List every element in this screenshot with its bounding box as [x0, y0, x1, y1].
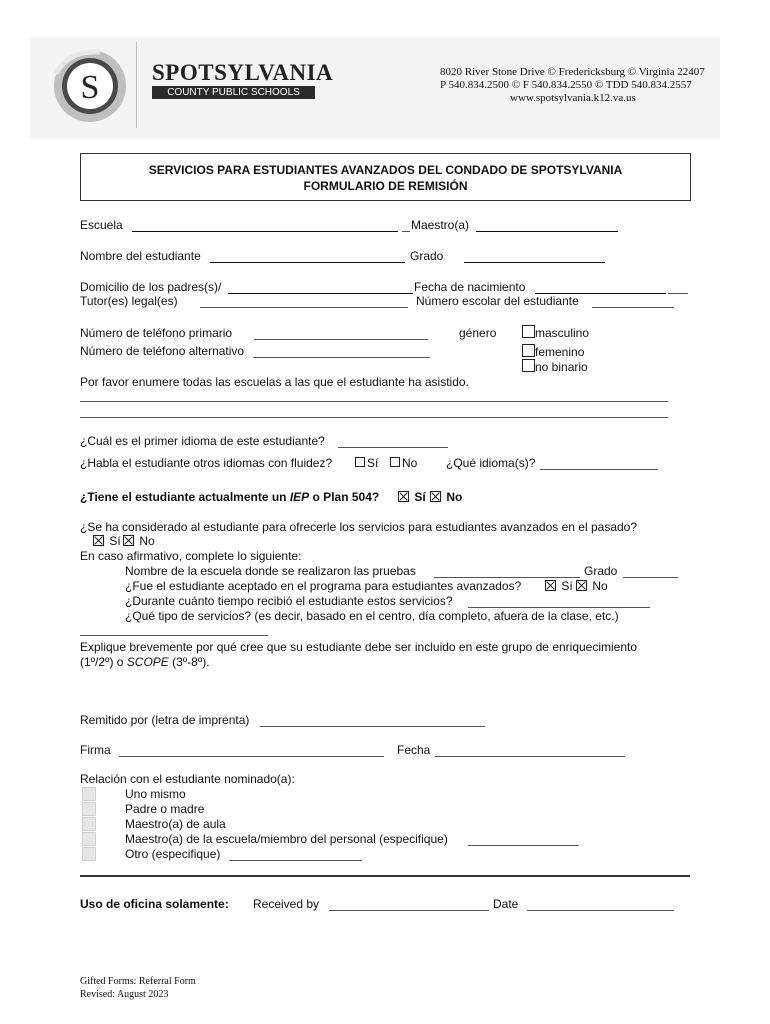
accepted-si[interactable] [543, 579, 573, 593]
otros-idiomas-si[interactable] [355, 456, 378, 470]
numero-escolar-field[interactable] [592, 295, 674, 308]
district-name: SPOTSYLVANIA [152, 60, 334, 85]
femenino-label: femenino [535, 345, 585, 359]
no-checkbox[interactable] [390, 457, 400, 467]
received-by-label: Received by [253, 897, 320, 911]
no-label: No [402, 456, 418, 470]
iep-question [80, 490, 379, 504]
maestro-label: Maestro(a) [411, 218, 470, 232]
fecha-label: Fecha [397, 743, 431, 757]
date-label: Date [493, 897, 519, 911]
domicilio-field[interactable] [228, 281, 413, 294]
nombre-label: Nombre del estudiante [80, 249, 201, 263]
primer-idioma-field[interactable] [338, 435, 448, 448]
gender-option-femenino[interactable] [522, 344, 584, 359]
office-label: Uso de oficina solamente: [80, 897, 229, 911]
iep-question-pre: ¿Tiene el estudiante actualmente un [80, 490, 290, 504]
nombre-field[interactable] [210, 250, 405, 263]
header-divider [136, 42, 137, 128]
escuelas-line-1[interactable] [80, 400, 668, 402]
grado-tests-label: Grado [584, 564, 618, 578]
accepted-si-checkbox[interactable] [545, 580, 556, 591]
genero-label: género [459, 326, 497, 340]
date-field[interactable] [527, 898, 674, 911]
school-tests-label: Nombre de la escuela donde se realizaron las pruebas [125, 564, 416, 578]
duration-field[interactable] [468, 595, 650, 608]
iep-question-post: o Plan 504? [309, 490, 380, 504]
footer-line-1: Gifted Forms: Referral Form [80, 976, 196, 987]
remitido-label: Remitido por (letra de imprenta) [80, 713, 250, 727]
iep-si[interactable] [396, 490, 426, 504]
no-binario-checkbox[interactable] [522, 359, 535, 372]
form-title: SERVICIOS PARA ESTUDIANTES AVANZADOS DEL CONDADO DE SPOTSYLVANIA [148, 163, 623, 177]
rel-option-3-label: Maestro(a) de aula [125, 817, 226, 831]
considered-si[interactable] [91, 534, 121, 548]
form-title-box [80, 153, 691, 201]
femenino-checkbox[interactable] [522, 344, 535, 357]
otros-idiomas-no[interactable] [390, 456, 417, 470]
rel-option-3-checkbox[interactable] [82, 817, 96, 831]
accepted-si-label: Sí [561, 579, 573, 593]
fecha-field[interactable] [435, 744, 625, 757]
rel-option-2-label: Padre o madre [125, 802, 205, 816]
si-checkbox[interactable] [355, 457, 365, 467]
footer-line-2: Revised: August 2023 [80, 989, 169, 1000]
iep-no[interactable] [428, 490, 462, 504]
district-sub: COUNTY PUBLIC SCHOOLS [167, 87, 300, 98]
rel-option-5-label: Otro (especifique) [125, 847, 221, 861]
received-by-field[interactable] [329, 898, 489, 911]
website: www.spotsylvania.k12.va.us [510, 92, 636, 104]
explain-line-2-post: (3º-8º). [168, 655, 210, 669]
masculino-checkbox[interactable] [522, 325, 535, 338]
logo-letter: S [80, 69, 100, 106]
fecha-nacimiento-label: Fecha de nacimiento [414, 280, 526, 294]
rel-option-4-label: Maestro(a) de la escuela/miembro del personal (especifique) [125, 832, 448, 846]
form-subtitle: FORMULARIO DE REMISIÓN [303, 179, 468, 193]
iep-si-label: Sí [414, 490, 426, 504]
telefono-alternativo-label: Número de teléfono alternativo [80, 344, 245, 358]
escuela-field-end [402, 219, 410, 232]
escuela-field[interactable] [132, 219, 398, 232]
telefono-primario-label: Número de teléfono primario [80, 326, 233, 340]
scope-term: SCOPE [126, 655, 169, 669]
considered-no-checkbox[interactable] [123, 535, 134, 546]
escuelas-prompt: Por favor enumere todas las escuelas a las que el estudiante ha asistido. [80, 375, 469, 389]
if-yes-label: En caso afirmativo, complete lo siguiente: [80, 549, 302, 563]
service-type-label: ¿Qué tipo de servicios? (es decir, basado en el centro, día completo, afuera de la clase, etc.) [125, 609, 619, 623]
que-idiomas-field[interactable] [540, 457, 658, 470]
tutor-field[interactable] [200, 295, 408, 308]
remitido-field[interactable] [260, 714, 485, 727]
fecha-nacimiento-field[interactable] [535, 281, 666, 294]
masculino-label: masculino [535, 326, 590, 340]
rel-option-1-checkbox[interactable] [82, 787, 96, 801]
office-divider [80, 875, 690, 877]
que-idiomas-label: ¿Qué idioma(s)? [446, 456, 536, 470]
gender-option-masculino[interactable] [522, 325, 589, 340]
school-tests-field[interactable] [434, 565, 580, 578]
considered-no-label: No [139, 534, 155, 548]
escuela-label: Escuela [80, 218, 123, 232]
telefono-alternativo-field[interactable] [253, 345, 430, 358]
rel-option-5-field[interactable] [229, 848, 362, 861]
primer-idioma-label: ¿Cuál es el primer idioma de este estudiante? [80, 434, 325, 448]
district-sub-banner [152, 86, 315, 99]
address-line-2: P 540.834.2500 © F 540.834.2550 © TDD 540.834.2557 [440, 79, 692, 91]
otros-idiomas-label: ¿Habla el estudiante otros idiomas con fluidez? [80, 456, 333, 470]
fecha-field-end [668, 281, 688, 294]
district-logo-icon [48, 44, 132, 128]
gender-option-no-binario[interactable] [522, 359, 588, 374]
telefono-primario-field[interactable] [254, 327, 428, 340]
domicilio-label: Domicilio de los padres(s)/ [80, 280, 222, 294]
explain-line-2 [80, 655, 210, 669]
grado-label: Grado [410, 249, 444, 263]
iep-term: IEP [289, 490, 310, 504]
rel-option-4-field[interactable] [468, 833, 579, 846]
considered-question: ¿Se ha considerado al estudiante para ofrecerle los servicios para estudiantes avanzados en el pasado? [80, 520, 638, 534]
iep-no-checkbox[interactable] [430, 491, 441, 502]
rel-option-2-checkbox[interactable] [82, 802, 96, 816]
explain-line-2-pre: (1º/2º) o [80, 655, 127, 669]
considered-no[interactable] [121, 534, 155, 548]
accepted-no-checkbox[interactable] [576, 580, 587, 591]
service-type-field[interactable] [80, 625, 268, 636]
rel-option-1-label: Uno mismo [125, 787, 186, 801]
rel-option-4-checkbox[interactable] [82, 832, 96, 846]
accepted-label: ¿Fue el estudiante aceptado en el programa para estudiantes avanzados? [125, 579, 522, 593]
firma-label: Firma [80, 743, 111, 757]
address-line-1: 8020 River Stone Drive © Fredericksburg © Virginia 22407 [440, 66, 705, 78]
maestro-field[interactable] [476, 219, 618, 232]
considered-si-checkbox[interactable] [93, 535, 104, 546]
duration-label: ¿Durante cuánto tiempo recibió el estudiante estos servicios? [125, 594, 453, 608]
escuelas-line-2[interactable] [80, 416, 668, 418]
rel-option-5-checkbox[interactable] [82, 847, 96, 861]
firma-field[interactable] [119, 744, 384, 757]
no-binario-label: no binario [535, 360, 588, 374]
grado-field[interactable] [464, 250, 605, 263]
accepted-no-label: No [592, 579, 608, 593]
iep-si-checkbox[interactable] [398, 491, 409, 502]
relacion-label: Relación con el estudiante nominado(a): [80, 772, 295, 786]
tutor-label: Tutor(es) legal(es) [80, 294, 178, 308]
si-label: Sí [367, 456, 379, 470]
numero-escolar-label: Número escolar del estudiante [416, 294, 579, 308]
considered-si-label: Sí [109, 534, 121, 548]
explain-line-1: Explique brevemente por qué cree que su estudiante debe ser incluido en este grupo de enriquecimiento [80, 640, 638, 654]
accepted-no[interactable] [574, 579, 608, 593]
iep-no-label: No [446, 490, 463, 504]
grado-tests-field[interactable] [623, 565, 678, 578]
